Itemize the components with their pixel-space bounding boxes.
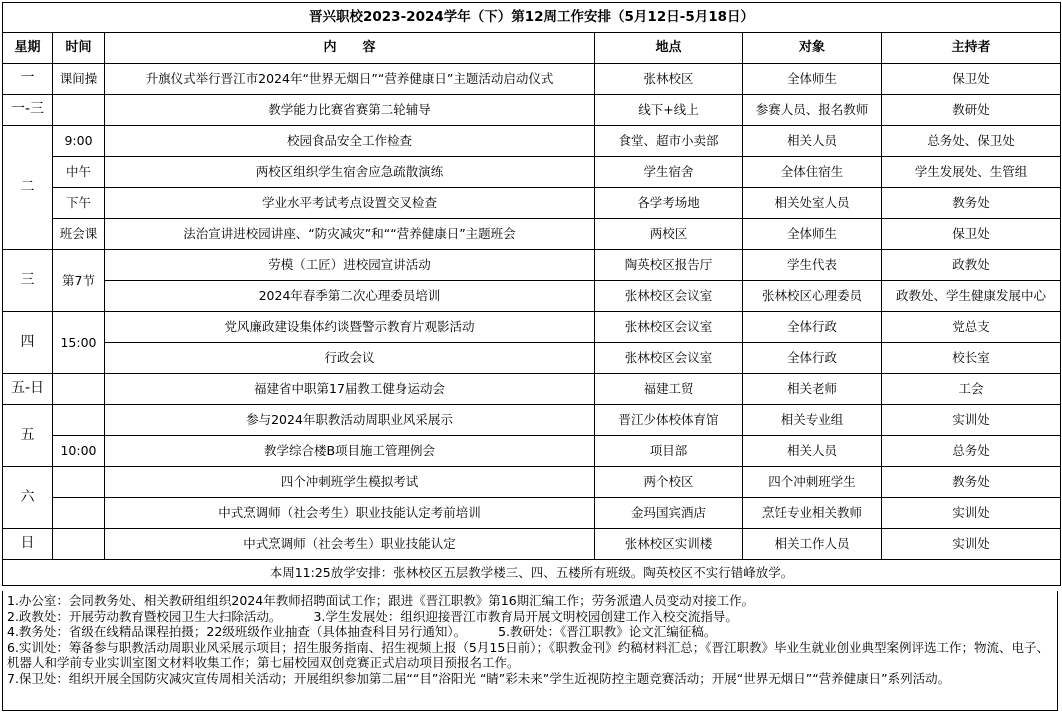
target-cell: 相关人员 — [743, 126, 882, 157]
content-cell: 教学能力比赛省赛第二轮辅导 — [105, 95, 595, 126]
day-cell: 一-三 — [3, 95, 53, 126]
host-cell: 保卫处 — [882, 219, 1061, 250]
target-cell: 相关人员 — [743, 436, 882, 467]
note-office: 1.办公室：会同教务处、相关教研组组织2024年教师招聘面试工作；跟进《晋江职教》第16期汇编工作；劳务派遣人员变动对接工作。 — [7, 593, 755, 608]
content-cell: 校园食品安全工作检查 — [105, 126, 595, 157]
time-cell: 下午 — [53, 188, 105, 219]
time-cell: 9:00 — [53, 126, 105, 157]
dismissal-notice: 本周11:25放学安排：张林校区五层教学楼三、四、五楼所有班级。陶英校区不实行错峰放学。 — [3, 560, 1061, 586]
time-cell — [53, 95, 105, 126]
header-location: 地点 — [595, 33, 743, 64]
host-cell: 总务处 — [882, 436, 1061, 467]
host-cell: 实训处 — [882, 405, 1061, 436]
day-cell: 三 — [3, 250, 53, 312]
time-cell: 课间操 — [53, 64, 105, 95]
table-row — [3, 405, 1061, 436]
table-row — [3, 498, 1061, 529]
location-cell: 张林校区会议室 — [595, 312, 743, 343]
host-cell: 党总支 — [882, 312, 1061, 343]
table-row — [3, 529, 1061, 560]
day-cell: 五-日 — [3, 374, 53, 405]
day-cell: 六 — [3, 467, 53, 529]
content-cell: 法治宣讲进校园讲座、“防灾减灾”和““营养健康日”主题班会 — [105, 219, 595, 250]
time-cell: 15:00 — [53, 312, 105, 374]
host-cell: 政教处、学生健康发展中心 — [882, 281, 1061, 312]
time-cell — [53, 405, 105, 436]
target-cell: 全体行政 — [743, 312, 882, 343]
target-cell: 相关处室人员 — [743, 188, 882, 219]
note-security: 7.保卫处：组织开展全国防灾减灾宣传周相关活动；开展组织参加第二届““目”浴阳光 “睛”彩未来”学生近视防控主题竞赛活动；开展“世界无烟日”“营养健康日”系列活动。 — [7, 670, 951, 686]
header-target: 对象 — [743, 33, 882, 64]
day-cell: 日 — [3, 529, 53, 560]
target-cell: 四个冲刺班学生 — [743, 467, 882, 498]
host-cell: 保卫处 — [882, 64, 1061, 95]
note-student: 3.学生发展处：组织迎接晋江市教育局开展文明校园创建工作入校交流指导。 — [313, 608, 738, 624]
location-cell: 张林校区会议室 — [595, 281, 743, 312]
target-cell: 相关专业组 — [743, 405, 882, 436]
host-cell: 实训处 — [882, 498, 1061, 529]
header-host: 主持者 — [882, 33, 1061, 64]
host-cell: 工会 — [882, 374, 1061, 405]
note-training: 6.实训处：筹备参与职教活动周职业风采展示项目；招生服务指南、招生视频上报（5月15日前）；《职教金刊》约稿材料汇总；《晋江职教》毕业生就业创业典型案例评选工作；物流、电子、机器人和学前专业实训室图文材料收集工作；第七届校园双创竞赛正式启动项目预报名工作。 — [7, 639, 1050, 670]
target-cell: 全体师生 — [743, 219, 882, 250]
day-cell: 一 — [3, 64, 53, 95]
location-cell: 金玛国宾酒店 — [595, 498, 743, 529]
location-cell: 张林校区 — [595, 64, 743, 95]
host-cell: 实训处 — [882, 529, 1061, 560]
location-cell: 张林校区会议室 — [595, 343, 743, 374]
table-row — [3, 188, 1061, 219]
day-cell: 四 — [3, 312, 53, 374]
header-time: 时间 — [53, 33, 105, 64]
location-cell: 线下+线上 — [595, 95, 743, 126]
note-academic: 4.教务处：省级在线精品课程拍摄；22级班级作业抽查（具体抽查科目另行通知）。 — [7, 624, 467, 639]
host-cell: 政教处 — [882, 250, 1061, 281]
table-row — [3, 281, 1061, 312]
location-cell: 各学考场地 — [595, 188, 743, 219]
table-row — [3, 64, 1061, 95]
table-row — [3, 436, 1061, 467]
content-cell: 两校区组织学生宿舍应急疏散演练 — [105, 157, 595, 188]
time-cell — [53, 529, 105, 560]
target-cell: 全体师生 — [743, 64, 882, 95]
schedule-table — [2, 2, 1061, 586]
time-cell: 班会课 — [53, 219, 105, 250]
location-cell: 项目部 — [595, 436, 743, 467]
target-cell: 张林校区心理委员 — [743, 281, 882, 312]
host-cell: 校长室 — [882, 343, 1061, 374]
time-cell — [53, 498, 105, 529]
target-cell: 烹饪专业相关教师 — [743, 498, 882, 529]
host-cell: 教务处 — [882, 188, 1061, 219]
day-cell: 二 — [3, 126, 53, 250]
content-cell: 劳模（工匠）进校园宣讲活动 — [105, 250, 595, 281]
table-row — [3, 250, 1061, 281]
content-cell: 行政会议 — [105, 343, 595, 374]
time-cell: 10:00 — [53, 436, 105, 467]
table-row — [3, 312, 1061, 343]
content-cell: 福建省中职第17届教工健身运动会 — [105, 374, 595, 405]
table-row — [3, 374, 1061, 405]
content-cell: 党风廉政建设集体约谈暨警示教育片观影活动 — [105, 312, 595, 343]
content-cell: 2024年春季第二次心理委员培训 — [105, 281, 595, 312]
content-cell: 四个冲刺班学生模拟考试 — [105, 467, 595, 498]
day-cell: 五 — [3, 405, 53, 467]
header-content: 内 容 — [105, 33, 595, 64]
target-cell: 相关老师 — [743, 374, 882, 405]
note-line-2 — [7, 609, 1053, 625]
time-cell — [53, 467, 105, 498]
location-cell: 陶英校区报告厅 — [595, 250, 743, 281]
host-cell: 总务处、保卫处 — [882, 126, 1061, 157]
target-cell: 全体住宿生 — [743, 157, 882, 188]
schedule-sheet — [2, 2, 1060, 586]
content-cell: 升旗仪式举行晋江市2024年“世界无烟日”“营养健康日”主题活动启动仪式 — [105, 64, 595, 95]
note-line-3 — [7, 624, 1053, 640]
note-research: 5.教研处：《晋江职教》论文汇编征稿。 — [498, 624, 717, 639]
note-politics: 2.政教处：开展劳动教育暨校园卫生大扫除活动。 — [7, 608, 282, 624]
target-cell: 参赛人员、报名教师 — [743, 95, 882, 126]
header-day: 星期 — [3, 33, 53, 64]
host-cell: 教研处 — [882, 95, 1061, 126]
table-row — [3, 126, 1061, 157]
time-cell: 第7节 — [53, 250, 105, 312]
time-cell: 中午 — [53, 157, 105, 188]
department-notes — [2, 591, 1058, 711]
table-row — [3, 467, 1061, 498]
content-cell: 学业水平考试考点设置交叉检查 — [105, 188, 595, 219]
host-cell: 教务处 — [882, 467, 1061, 498]
table-row — [3, 95, 1061, 126]
table-row — [3, 219, 1061, 250]
location-cell: 两个校区 — [595, 467, 743, 498]
target-cell: 学生代表 — [743, 250, 882, 281]
content-cell: 教学综合楼B项目施工管理例会 — [105, 436, 595, 467]
location-cell: 两校区 — [595, 219, 743, 250]
schedule-title: 晋兴职校2023-2024学年（下）第12周工作安排（5月12日-5月18日） — [3, 3, 1061, 33]
content-cell: 中式烹调师（社会考生）职业技能认定 — [105, 529, 595, 560]
table-row — [3, 157, 1061, 188]
target-cell: 全体行政 — [743, 343, 882, 374]
table-row — [3, 343, 1061, 374]
content-cell: 中式烹调师（社会考生）职业技能认定考前培训 — [105, 498, 595, 529]
location-cell: 张林校区实训楼 — [595, 529, 743, 560]
content-cell: 参与2024年职教活动周职业风采展示 — [105, 405, 595, 436]
host-cell: 学生发展处、生管组 — [882, 157, 1061, 188]
location-cell: 食堂、超市小卖部 — [595, 126, 743, 157]
location-cell: 学生宿舍 — [595, 157, 743, 188]
header-row — [3, 33, 1061, 64]
target-cell: 相关工作人员 — [743, 529, 882, 560]
location-cell: 晋江少体校体育馆 — [595, 405, 743, 436]
location-cell: 福建工贸 — [595, 374, 743, 405]
time-cell — [53, 374, 105, 405]
